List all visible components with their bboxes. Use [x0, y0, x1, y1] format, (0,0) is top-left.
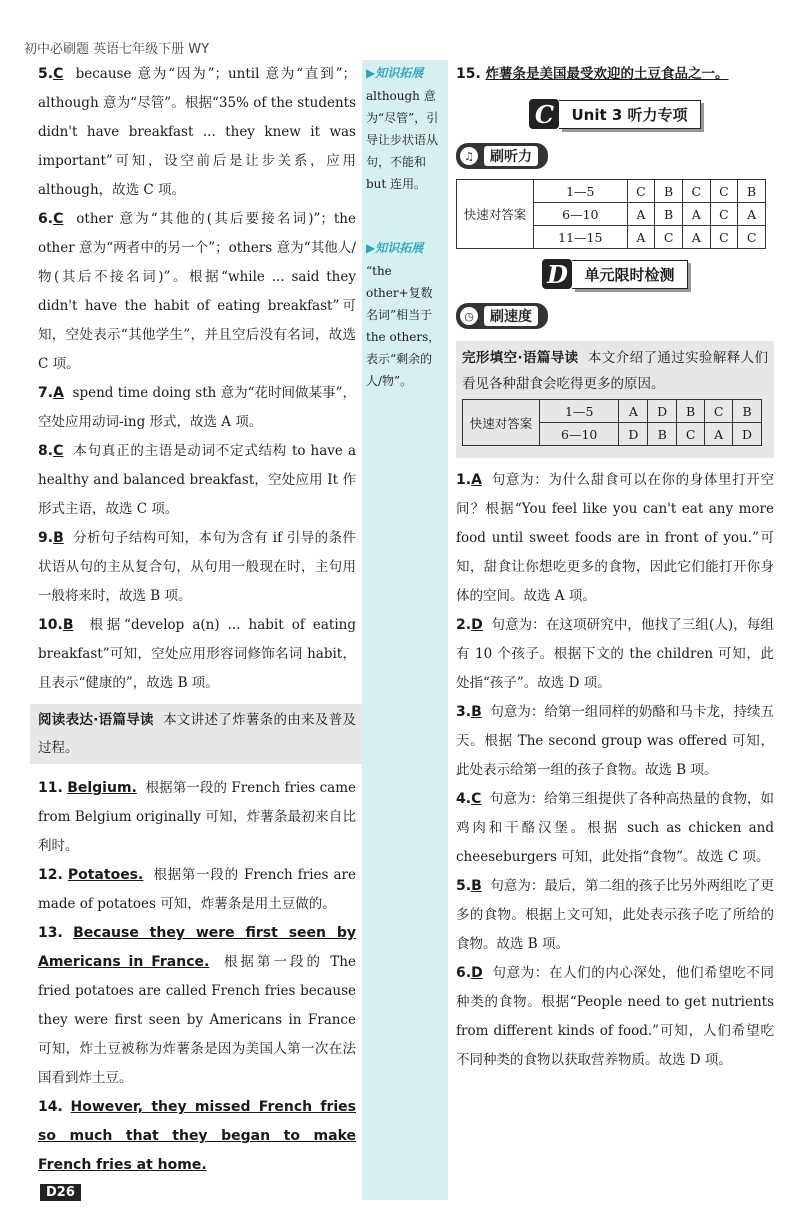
- right-column: [456, 60, 774, 1075]
- cloze-item-4: 4.C 句意为：给第三组提供了各种高热量的食物，如鸡肉和干酪汉堡。根据 such as chicken and cheeseburgers 可知，此处指“食物”。故选 C 项。: [456, 791, 774, 865]
- headphone-icon: ♫: [460, 147, 478, 165]
- answer-item-15: 15. 炸薯条是美国最受欢迎的土豆食品之一。: [456, 66, 729, 82]
- answer-table-cloze: [462, 399, 762, 446]
- section-header-d: [456, 259, 774, 289]
- cloze-item-5: 5.B 句意为：最后，第二组的孩子比另外两组吃了更多的食物。根据上文可知，此处表示孩子吃了所给的食物。故选 B 项。: [456, 878, 774, 952]
- running-header: 初中必刷题 英语七年级下册 WY: [24, 42, 210, 57]
- arrow-icon: ▶: [366, 66, 376, 80]
- cloze-item-2: 2.D 句意为：在这项研究中，他找了三组(人)，每组有 10 个孩子。根据下文的 the children 可知，此处指“孩子”。故选 D 项。: [456, 617, 774, 691]
- clock-icon: ◷: [460, 307, 478, 325]
- table-row: 快速对答案 1—5 C B C C B: [457, 180, 766, 203]
- section-letter-icon: D: [542, 259, 572, 289]
- page-number: D26: [40, 1184, 81, 1201]
- reading-guide-text: 本文讲述了炸薯条的由来及普及过程。: [38, 712, 356, 756]
- table-row: 6—10 A B A C A: [457, 203, 766, 226]
- answer-item-5: 5.C because 意为“因为”；until 意为“直到”；although 意为“尽管”。根据“35% of the students didn't have breakfast ... they knew it was important”可知，设空前后是让步关系，应用 although，故选 C 项。: [38, 66, 356, 198]
- answer-table-listening: [456, 179, 766, 249]
- knowledge-box-1: [362, 60, 448, 199]
- left-column: [38, 60, 356, 1180]
- answer-item-7: 7.A spend time doing sth 意为“花时间做某事”，空处应用动词-ing 形式，故选 A 项。: [38, 385, 356, 430]
- knowledge-title: 知识拓展: [375, 241, 424, 255]
- answer-item-12: 12. Potatoes. 根据第一段的 French fries are made of potatoes 可知，炸薯条是用土豆做的。: [38, 867, 356, 912]
- reading-guide-label: 阅读表达·语篇导读: [38, 712, 154, 728]
- knowledge-sidebar: [362, 60, 448, 1200]
- table-lead: 快速对答案: [463, 400, 540, 446]
- table-row: 6—10 D B C A D: [463, 423, 762, 446]
- cloze-guide-band: [456, 341, 774, 458]
- listening-pill: ♫ 刷听力: [456, 143, 548, 169]
- cloze-item-6: 6.D 句意为：在人们的内心深处，他们希望吃不同种类的食物。根据“People need to get nutrients from different kinds of food.”可知，人们希望吃不同种类的食物以获取营养物质。故选 D 项。: [456, 965, 774, 1068]
- arrow-icon: ▶: [366, 241, 376, 255]
- section-letter-icon: C: [529, 99, 559, 129]
- answer-item-10: 10.B 根据“develop a(n) ... habit of eating breakfast”可知，空处应用形容词修饰名词 habit，且表示“健康的”，故选 B 项。: [38, 617, 356, 691]
- reading-guide-band: [30, 704, 364, 764]
- section-title: 单元限时检测: [572, 260, 687, 289]
- table-row: 11—15 A C A C C: [457, 226, 766, 249]
- knowledge-text: although 意为“尽管”，引导让步状语从句，不能和 but 连用。: [366, 89, 439, 191]
- table-lead: 快速对答案: [457, 180, 534, 249]
- section-header-c: [456, 99, 774, 129]
- cloze-item-1: 1.A 句意为：为什么甜食可以在你的身体里打开空间？根据“You feel like you can't eat any more food until sweet foods are in front of you.”可知，甜食让你想吃更多的食物，因此它们能打开你身体的空间。故选 A 项。: [456, 472, 774, 604]
- cloze-guide-text: 本文介绍了通过实验解释人们看见各种甜食会吃得更多的原因。: [462, 350, 768, 392]
- knowledge-title: 知识拓展: [375, 66, 424, 80]
- answer-item-6: 6.C other 意为“其他的(其后要接名词)”；the other 意为“两者中的另一个”；others 意为“其他人/物(其后不接名词)”。根据“while ... said they didn't have the habit of eating breakfast”可知，空处表示“其他学生”，并且空后没有名词，故选 C 项。: [38, 211, 356, 372]
- section-title: Unit 3 听力专项: [559, 100, 700, 129]
- answer-item-9: 9.B 分析句子结构可知，本句为含有 if 引导的条件状语从句的主从复合句，从句用一般现在时，主句用一般将来时，故选 B 项。: [38, 530, 356, 604]
- knowledge-box-2: [362, 235, 448, 396]
- table-row: 快速对答案 1—5 A D B C B: [463, 400, 762, 423]
- answer-item-11: 11. Belgium. 根据第一段的 French fries came from Belgium originally 可知，炸薯条最初来自比利时。: [38, 780, 356, 854]
- cloze-guide-label: 完形填空·语篇导读: [462, 350, 579, 366]
- answer-item-13: 13. Because they were first seen by Americans in France. 根据第一段的 The fried potatoes are called French fries because they were first seen by Americans in France 可知，炸土豆被称为炸薯条是因为美国人第一次在法国看到炸土豆。: [38, 925, 356, 1086]
- answer-item-14: 14. However, they missed French fries so much that they began to make French fries at home.: [38, 1099, 356, 1173]
- cloze-item-3: 3.B 句意为：给第一组同样的奶酪和马卡龙，持续五天。根据 The second group was offered 可知，此处表示给第一组的孩子食物。故选 B 项。: [456, 704, 774, 778]
- answer-item-8: 8.C 本句真正的主语是动词不定式结构 to have a healthy and balanced breakfast，空处应用 It 作形式主语，故选 C 项。: [38, 443, 356, 517]
- knowledge-text: “the other+复数名词”相当于 the others，表示“剩余的人/物”。: [366, 264, 441, 388]
- speed-pill: ◷ 刷速度: [456, 303, 548, 329]
